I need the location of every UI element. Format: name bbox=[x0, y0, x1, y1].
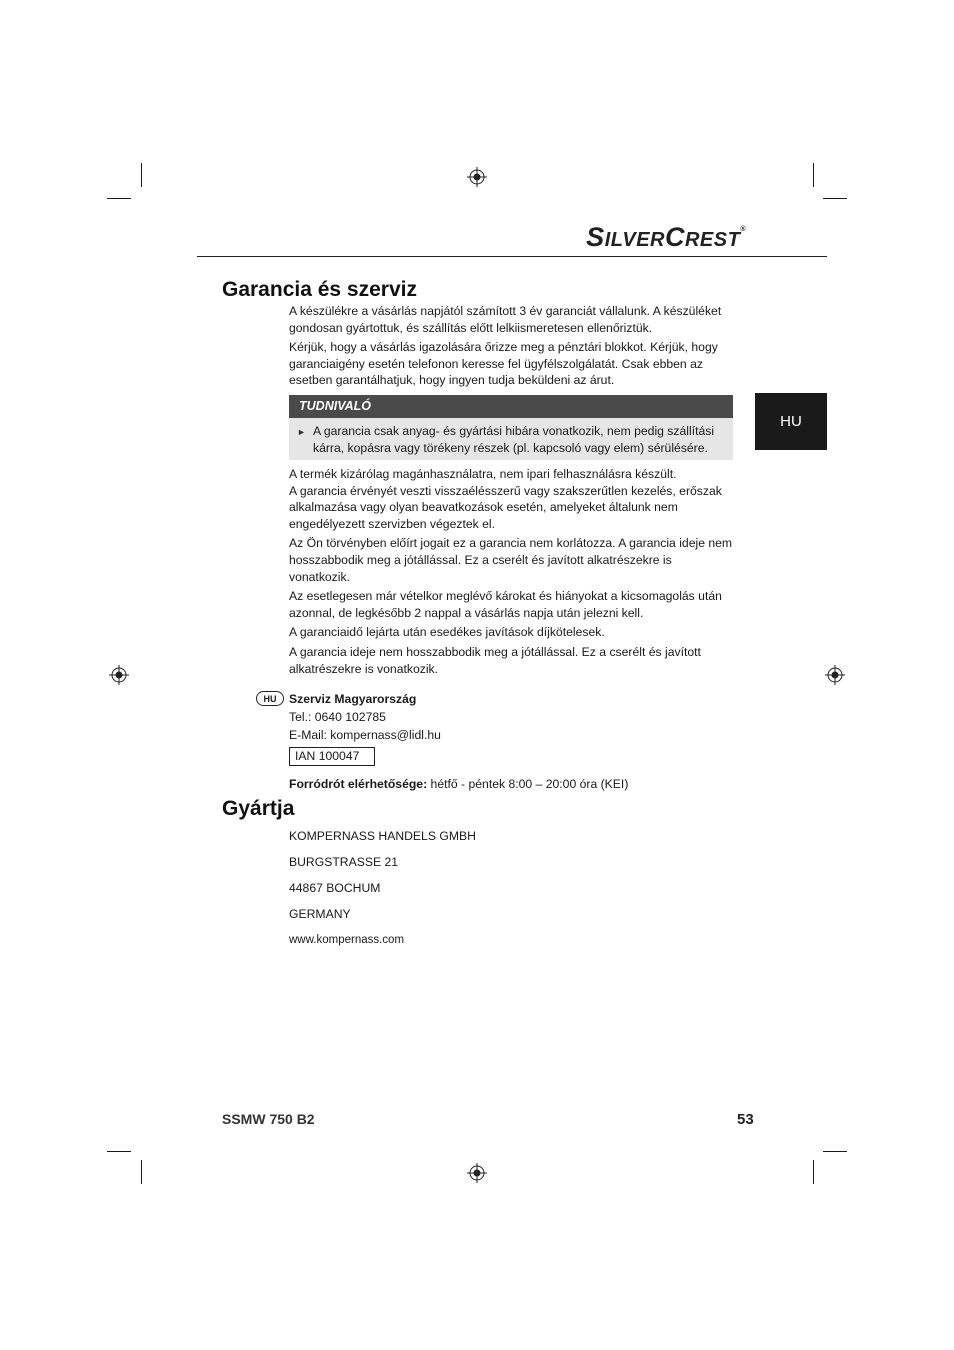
paragraph: A garancia ideje nem hosszabbodik meg a jótállással. Ez a cserélt és javított alkatrészekre is vonatkozik. bbox=[289, 644, 701, 676]
crop-mark bbox=[107, 1151, 131, 1152]
crop-mark bbox=[813, 163, 814, 187]
crop-mark bbox=[107, 198, 131, 199]
crop-mark bbox=[813, 1160, 814, 1184]
arrow-right-icon: ► bbox=[297, 427, 306, 437]
hotline bbox=[289, 776, 628, 792]
hotline-label: Forródrót elérhetősége: bbox=[289, 777, 428, 791]
registration-mark-icon bbox=[467, 167, 487, 187]
paragraph: A garanciaidő lejárta után esedékes javítások díjkötelesek. bbox=[289, 625, 605, 640]
note-box bbox=[289, 418, 733, 460]
country-badge: HU bbox=[256, 691, 284, 706]
crop-mark bbox=[141, 163, 142, 187]
registration-mark-icon bbox=[825, 665, 845, 685]
paragraph: Az Ön törvényben előírt jogait ez a garancia nem korlátozza. A garancia ideje nem hosszabbodik meg a jótállással. Ez a cserélt és javított alkatrészekre is vonatkozik. bbox=[289, 536, 733, 584]
warranty-title: Garancia és szerviz bbox=[222, 278, 417, 301]
service-name: Szerviz Magyarország bbox=[289, 692, 417, 706]
paragraph: Kérjük, hogy a vásárlás igazolására őrizze meg a pénztári blokkot. Kérjük, hogy garanciaigény esetén telefonon keresse fel ügyfélszolgálatát. Csak ebben az esetben garantálhatjuk, hogy ingyen tudja beküldeni az árut. bbox=[289, 340, 718, 388]
manufacturer-line: BURGSTRASSE 21 bbox=[289, 855, 399, 869]
ian-box: IAN 100047 bbox=[289, 747, 375, 766]
warranty-details bbox=[289, 466, 734, 680]
language-tab: HU bbox=[755, 393, 827, 450]
note-title: TUDNIVALÓ bbox=[289, 395, 733, 418]
hotline-value: hétfő - péntek 8:00 – 20:00 óra (KEI) bbox=[430, 777, 629, 791]
crop-mark bbox=[823, 1151, 847, 1152]
note-text: A garancia csak anyag- és gyártási hibára vonatkozik, nem pedig szállítási kárra, kopásra vagy törékeny részek (pl. kapcsoló vagy elem) sérülésére. bbox=[313, 424, 715, 455]
warranty-intro bbox=[289, 303, 734, 392]
manufacturer-title: Gyártja bbox=[222, 797, 295, 820]
service-tel: Tel.: 0640 102785 bbox=[289, 710, 386, 724]
page-number: 53 bbox=[737, 1111, 754, 1128]
manufacturer-line: KOMPERNASS HANDELS GMBH bbox=[289, 829, 476, 843]
brand-logo: SILVERCREST® bbox=[586, 222, 746, 252]
registration-mark-icon bbox=[109, 665, 129, 685]
paragraph: A készülékre a vásárlás napjától számított 3 év garanciát vállalunk. A készüléket gondosan gyártottuk, és szállítás előtt lelkiismeretesen ellenőriztük. bbox=[289, 304, 722, 335]
footer-model: SSMW 750 B2 bbox=[222, 1111, 315, 1127]
paragraph: A garancia érvényét veszti visszaélésszerű vagy szakszerűtlen kezelés, erőszak alkalmazása vagy olyan beavatkozások esetén, amelyeket általunk nem engedélyezett szervizben végeztek el. bbox=[289, 483, 722, 531]
crop-mark bbox=[823, 198, 847, 199]
paragraph: Az esetlegesen már vételkor meglévő károkat és hiányokat a kicsomagolás után azonnal, de legkésőbb 2 nappal a vásárlás napja után jelezni kell. bbox=[289, 589, 722, 620]
service-email: E-Mail: kompernass@lidl.hu bbox=[289, 728, 441, 742]
registration-mark-icon bbox=[467, 1163, 487, 1183]
manufacturer-website: www.kompernass.com bbox=[289, 934, 405, 946]
manufacturer-line: GERMANY bbox=[289, 907, 351, 921]
paragraph: A termék kizárólag magánhasználatra, nem ipari felhasználásra készült. bbox=[289, 467, 677, 481]
manufacturer-line: 44867 BOCHUM bbox=[289, 881, 381, 895]
crop-mark bbox=[141, 1160, 142, 1184]
header-rule bbox=[197, 256, 827, 257]
